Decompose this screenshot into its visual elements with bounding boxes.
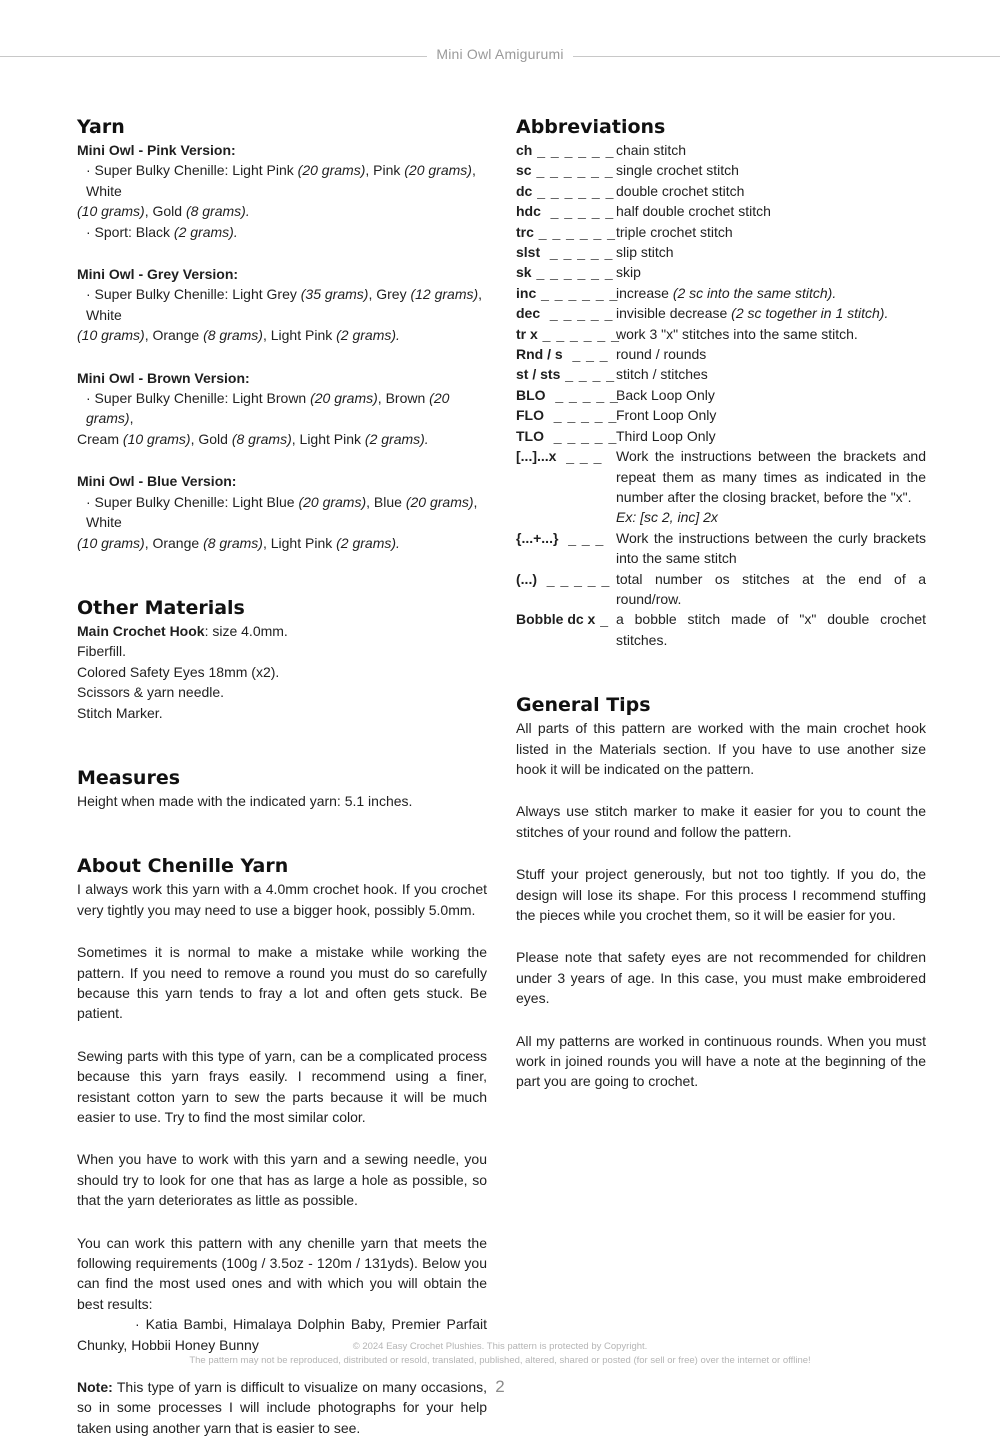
material-item: Stitch Marker.	[77, 704, 163, 721]
header-rule-right	[573, 56, 1000, 57]
abbreviations-heading: Abbreviations	[516, 116, 666, 138]
abbreviation-row	[516, 426, 926, 446]
abbreviation-row	[516, 344, 926, 364]
pink-version-line-1: · Super Bulky Chenille: Light Pink (20 grams), Pink (20 grams), White	[86, 162, 476, 199]
abbreviation-definition: single crochet stitch	[616, 162, 739, 179]
yarn-heading: Yarn	[77, 116, 125, 138]
abbreviation-row	[516, 324, 926, 344]
page-number: 2	[495, 1377, 505, 1396]
abbreviation-term: Bobble dc x _	[516, 611, 614, 628]
abbreviation-definition: skip	[616, 264, 641, 281]
left-column	[77, 114, 487, 1438]
abbreviation-definition: stitch / stitches	[616, 366, 708, 383]
abbreviation-definition: Work the instructions between the brackets and repeat them as many times as indicated in the number after the closing bracket, before the "x". Ex: [sc 2, inc] 2x	[616, 446, 926, 528]
abbreviation-row	[516, 140, 926, 160]
abbreviation-term: (...) _ _ _ _ _	[516, 570, 616, 587]
measures-text: Height when made with the indicated yarn: 5.1 inches.	[77, 792, 413, 809]
blue-version-line-1: · Super Bulky Chenille: Light Blue (20 grams), Blue (20 grams), White	[86, 493, 478, 531]
chenille-heading: About Chenille Yarn	[77, 855, 289, 878]
pink-version-line-2: (10 grams), Gold (8 grams).	[77, 203, 250, 220]
tip-paragraph: Please note that safety eyes are not recommended for children under 3 years of age. In this case, you must make embroidered eyes.	[516, 949, 926, 1007]
abbreviation-definition: Back Loop Only	[616, 386, 715, 403]
abbreviation-term: sc _ _ _ _ _ _	[516, 162, 619, 179]
abbreviation-definition: chain stitch	[616, 142, 687, 158]
grey-version-line-1: · Super Bulky Chenille: Light Grey (35 grams), Grey (12 grams), White	[86, 286, 483, 323]
abbreviation-definition: invisible decrease (2 sc together in 1 stitch).	[616, 305, 889, 322]
grey-version-line-2: (10 grams), Orange (8 grams), Light Pink (2 grams).	[77, 327, 400, 344]
recommended-yarns: · Katia Bambi, Himalaya Dolphin Baby, Premier Parfait Chunky, Hobbii Honey Bunny	[77, 1316, 487, 1353]
yarn-pink-version	[77, 140, 487, 242]
abbreviation-term: slst _ _ _ _ _	[516, 244, 619, 261]
abbreviations-list	[516, 140, 926, 650]
brown-version-line-1: · Super Bulky Chenille: Light Brown (20 grams), Brown (20 grams),	[86, 390, 450, 427]
tip-paragraph: Always use stitch marker to make it easier for you to count the stitches of your round and follow the pattern.	[516, 803, 926, 840]
abbreviation-row	[516, 242, 926, 262]
abbreviation-definition: triple crochet stitch	[616, 223, 733, 240]
abbreviation-row	[516, 303, 926, 323]
other-materials-heading: Other Materials	[77, 596, 245, 619]
abbreviation-row	[516, 446, 926, 528]
abbreviation-row	[516, 181, 926, 201]
abbreviation-row	[516, 528, 926, 569]
chenille-paragraph: When you have to work with this yarn and a sewing needle, you should try to look for one that has as large a hole as possible, so that the yarn deteriorates as little as possible.	[77, 1151, 487, 1209]
abbreviation-row	[516, 364, 926, 384]
header-title: Mini Owl Amigurumi	[436, 46, 564, 62]
abbreviation-definition: Front Loop Only	[616, 407, 717, 424]
abbreviation-row	[516, 569, 926, 610]
abbreviation-term: {...+...} _ _ _	[516, 529, 610, 546]
pink-version-line-3: · Sport: Black (2 grams).	[86, 223, 238, 240]
yarn-blue-version	[77, 471, 487, 553]
abbreviation-definition: double crochet stitch	[616, 182, 745, 199]
abbreviation-term: TLO _ _ _ _ _	[516, 427, 623, 444]
abbreviation-row	[516, 405, 926, 425]
grey-version-title: Mini Owl - Grey Version:	[77, 266, 239, 283]
material-item: Colored Safety Eyes 18mm (x2).	[77, 663, 280, 680]
abbreviation-definition: total number os stitches at the end of a round/row.	[616, 570, 926, 607]
abbreviation-term: ch _ _ _ _ _ _	[516, 142, 620, 158]
chenille-paragraph: Sometimes it is normal to make a mistake while working the pattern. If you need to remove a round you must do so carefully because this yarn tends to fray a lot and often gets stuck. Be patient.	[77, 944, 487, 1022]
brown-version-title: Mini Owl - Brown Version:	[77, 369, 250, 386]
brown-version-line-2: Cream (10 grams), Gold (8 grams), Light Pink (2 grams).	[77, 430, 429, 447]
abbreviation-row	[516, 262, 926, 282]
abbreviation-term: hdc _ _ _ _ _	[516, 203, 620, 220]
abbreviation-definition: increase (2 sc into the same stitch).	[616, 284, 837, 301]
abbreviation-definition: round / rounds	[616, 346, 707, 363]
abbreviation-row	[516, 283, 926, 303]
material-item: Scissors & yarn needle.	[77, 684, 225, 701]
abbreviation-term: trc _ _ _ _ _ _	[516, 223, 621, 240]
copyright-notice: © 2024 Easy Crochet Plushies. This pattern is protected by Copyright.	[352, 1341, 648, 1352]
abbreviation-row	[516, 160, 926, 180]
abbreviation-term: Rnd / s _ _ _	[516, 346, 614, 363]
material-item: Fiberfill.	[77, 643, 127, 660]
abbreviation-term: [...]...x _ _ _	[516, 448, 608, 465]
abbreviation-definition: Third Loop Only	[616, 427, 716, 444]
abbreviation-definition: work 3 "x" stitches into the same stitch.	[616, 325, 858, 342]
abbreviation-definition: a bobble stitch made of "x" double crochet stitches.	[616, 611, 926, 648]
tip-paragraph: All my patterns are worked in continuous rounds. When you must work in joined rounds you will have a note at the beginning of the part you are going to crochet.	[516, 1032, 926, 1090]
abbreviation-term: BLO _ _ _ _ _	[516, 386, 624, 403]
abbreviation-row	[516, 222, 926, 242]
abbreviation-term: dc _ _ _ _ _ _	[516, 182, 620, 199]
right-column	[516, 114, 926, 1092]
chenille-paragraph: Sewing parts with this type of yarn, can be a complicated process because this yarn frays easily. I recommend using a finer, resistant cotton yarn to sew the parts because it will be much easier to use. Try to find the most similar color.	[77, 1047, 487, 1125]
blue-version-title: Mini Owl - Blue Version:	[77, 473, 237, 490]
usage-notice: The pattern may not be reproduced, distributed or resold, translated, published, altered, shared or posted (for sell or free) over the internet or offline!	[189, 1355, 811, 1366]
abbreviation-row	[516, 385, 926, 405]
abbreviation-example: Ex: [sc 2, inc] 2x	[616, 509, 718, 526]
chenille-paragraph: You can work this pattern with any chenille yarn that meets the following requirements (100g / 3.5oz - 120m / 131yds). Below you can find the most used ones and with which you will obtain the best results:	[77, 1234, 487, 1312]
yarn-brown-version	[77, 368, 487, 450]
tip-paragraph: All parts of this pattern are worked with the main crochet hook listed in the Materials section. If you have to use another size hook it will be indicated on the pattern.	[516, 720, 926, 777]
abbreviation-row	[516, 609, 926, 650]
abbreviation-term: FLO _ _ _ _ _	[516, 407, 623, 424]
abbreviation-row	[516, 201, 926, 221]
chenille-paragraph: I always work this yarn with a 4.0mm crochet hook. If you crochet very tightly you may need to use a bigger hook, possibly 5.0mm.	[77, 881, 487, 918]
measures-heading: Measures	[77, 766, 181, 789]
tip-paragraph: Stuff your project generously, but not too tightly. If you do, the design will lose its shape. For this process I recommend stuffing the pieces while you crochet them, so it will be easier for you.	[516, 866, 926, 923]
abbreviation-term: st / sts _ _ _ _	[516, 366, 620, 383]
chenille-note: Note: This type of yarn is difficult to visualize on many occasions, so in some processes I will include photographs for your help taken using another yarn that is easier to see.	[77, 1379, 487, 1436]
abbreviation-term: sk _ _ _ _ _ _	[516, 264, 619, 281]
blue-version-line-2: (10 grams), Orange (8 grams), Light Pink (2 grams).	[77, 534, 400, 551]
abbreviation-term: dec _ _ _ _ _	[516, 305, 619, 322]
abbreviation-term: inc _ _ _ _ _ _	[516, 284, 624, 301]
pink-version-title: Mini Owl - Pink Version:	[77, 142, 236, 158]
abbreviation-definition: Work the instructions between the curly brackets into the same stitch	[616, 529, 926, 567]
abbreviation-definition: half double crochet stitch	[616, 203, 771, 220]
yarn-grey-version	[77, 264, 487, 346]
abbreviation-term: tr x _ _ _ _ _ _	[516, 325, 625, 342]
general-tips-heading: General Tips	[516, 694, 651, 717]
main-hook-line: Main Crochet Hook: size 4.0mm.	[77, 622, 288, 639]
abbreviation-definition: slip stitch	[616, 244, 674, 261]
